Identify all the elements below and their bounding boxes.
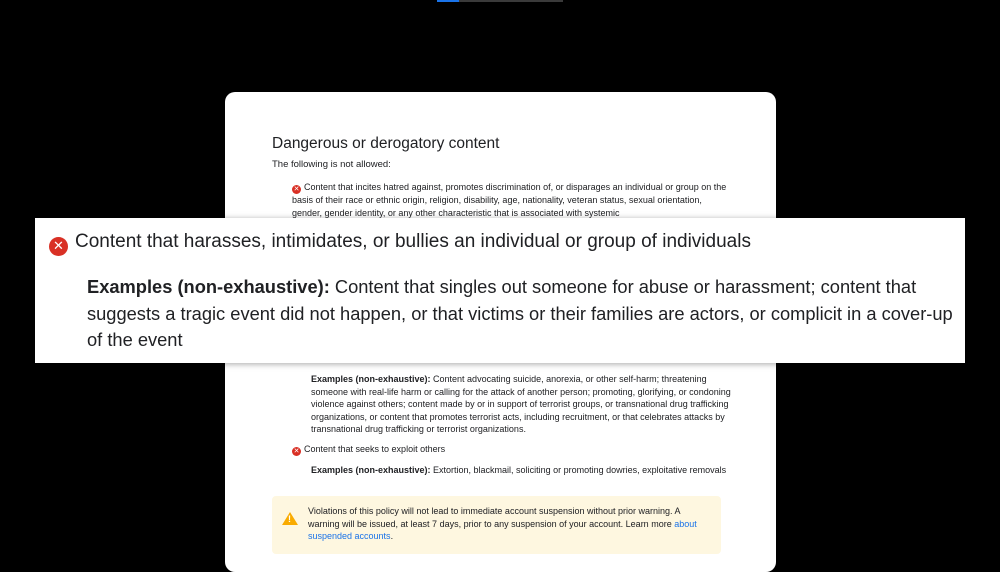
examples-label: Examples (non-exhaustive):	[311, 374, 431, 384]
warning-triangle-icon: !	[282, 512, 298, 525]
examples-text: Extortion, blackmail, soliciting or promoting dowries, exploitative removals	[430, 465, 727, 475]
policy-item-text: Content that seeks to exploit others	[304, 444, 446, 454]
x-circle-icon: ✕	[293, 185, 300, 193]
policy-item-text: Content that incites hatred against, promotes discrimination of, or disparages an individual or group on the basis of their race or ethnic origin, religion, disability, age, nationality, veteran status, sexual orientation, gender, gender identity, or any other characteristic that is associated with systemic	[292, 182, 727, 218]
warning-text	[308, 505, 713, 543]
warning-end: .	[390, 531, 394, 542]
zoomed-heading	[49, 231, 751, 256]
x-circle-icon: ✕	[293, 447, 300, 455]
examples-text: Content advocating suicide, anorexia, or other self-harm; threatening someone with real-life harm or calling for the attack of another person; promoting, glorifying, or condoning violence against others; content made by or in support of terrorist groups, or transnational drug trafficking organizations, or content that promotes terrorist acts, including recruitment, or that celebrates attacks by transnational drug trafficking or terrorist organizations.	[311, 374, 731, 435]
x-circle-icon: ✕	[49, 237, 68, 256]
warning-banner	[272, 496, 721, 554]
zoomed-examples	[87, 274, 957, 354]
zoomed-policy-item	[35, 218, 965, 363]
policy-item-violence-examples	[311, 373, 731, 436]
policy-item-hatred	[292, 181, 732, 219]
top-progress-accent	[437, 0, 459, 2]
intro-text: The following is not allowed:	[272, 159, 391, 170]
examples-label: Examples (non-exhaustive):	[311, 465, 431, 475]
policy-item-exploit	[292, 443, 732, 456]
policy-item-exploit-examples	[311, 464, 731, 477]
zoomed-examples-text: Content that singles out someone for abuse or harassment; content that suggests a tragic event did not happen, or that victims or their families are actors, or complicit in a cover-up of the event	[87, 276, 953, 350]
warning-message: Violations of this policy will not lead to immediate account suspension without prior warning. A warning will be issued, at least 7 days, prior to any suspension of your account. Learn more	[308, 506, 681, 529]
zoomed-examples-label: Examples (non-exhaustive):	[87, 276, 330, 297]
zoomed-heading-text: Content that harasses, intimidates, or bullies an individual or group of individuals	[75, 231, 751, 252]
top-progress-bar	[437, 0, 563, 2]
page-title: Dangerous or derogatory content	[272, 135, 500, 152]
suspended-accounts-link[interactable]: about suspended accounts	[308, 518, 697, 542]
